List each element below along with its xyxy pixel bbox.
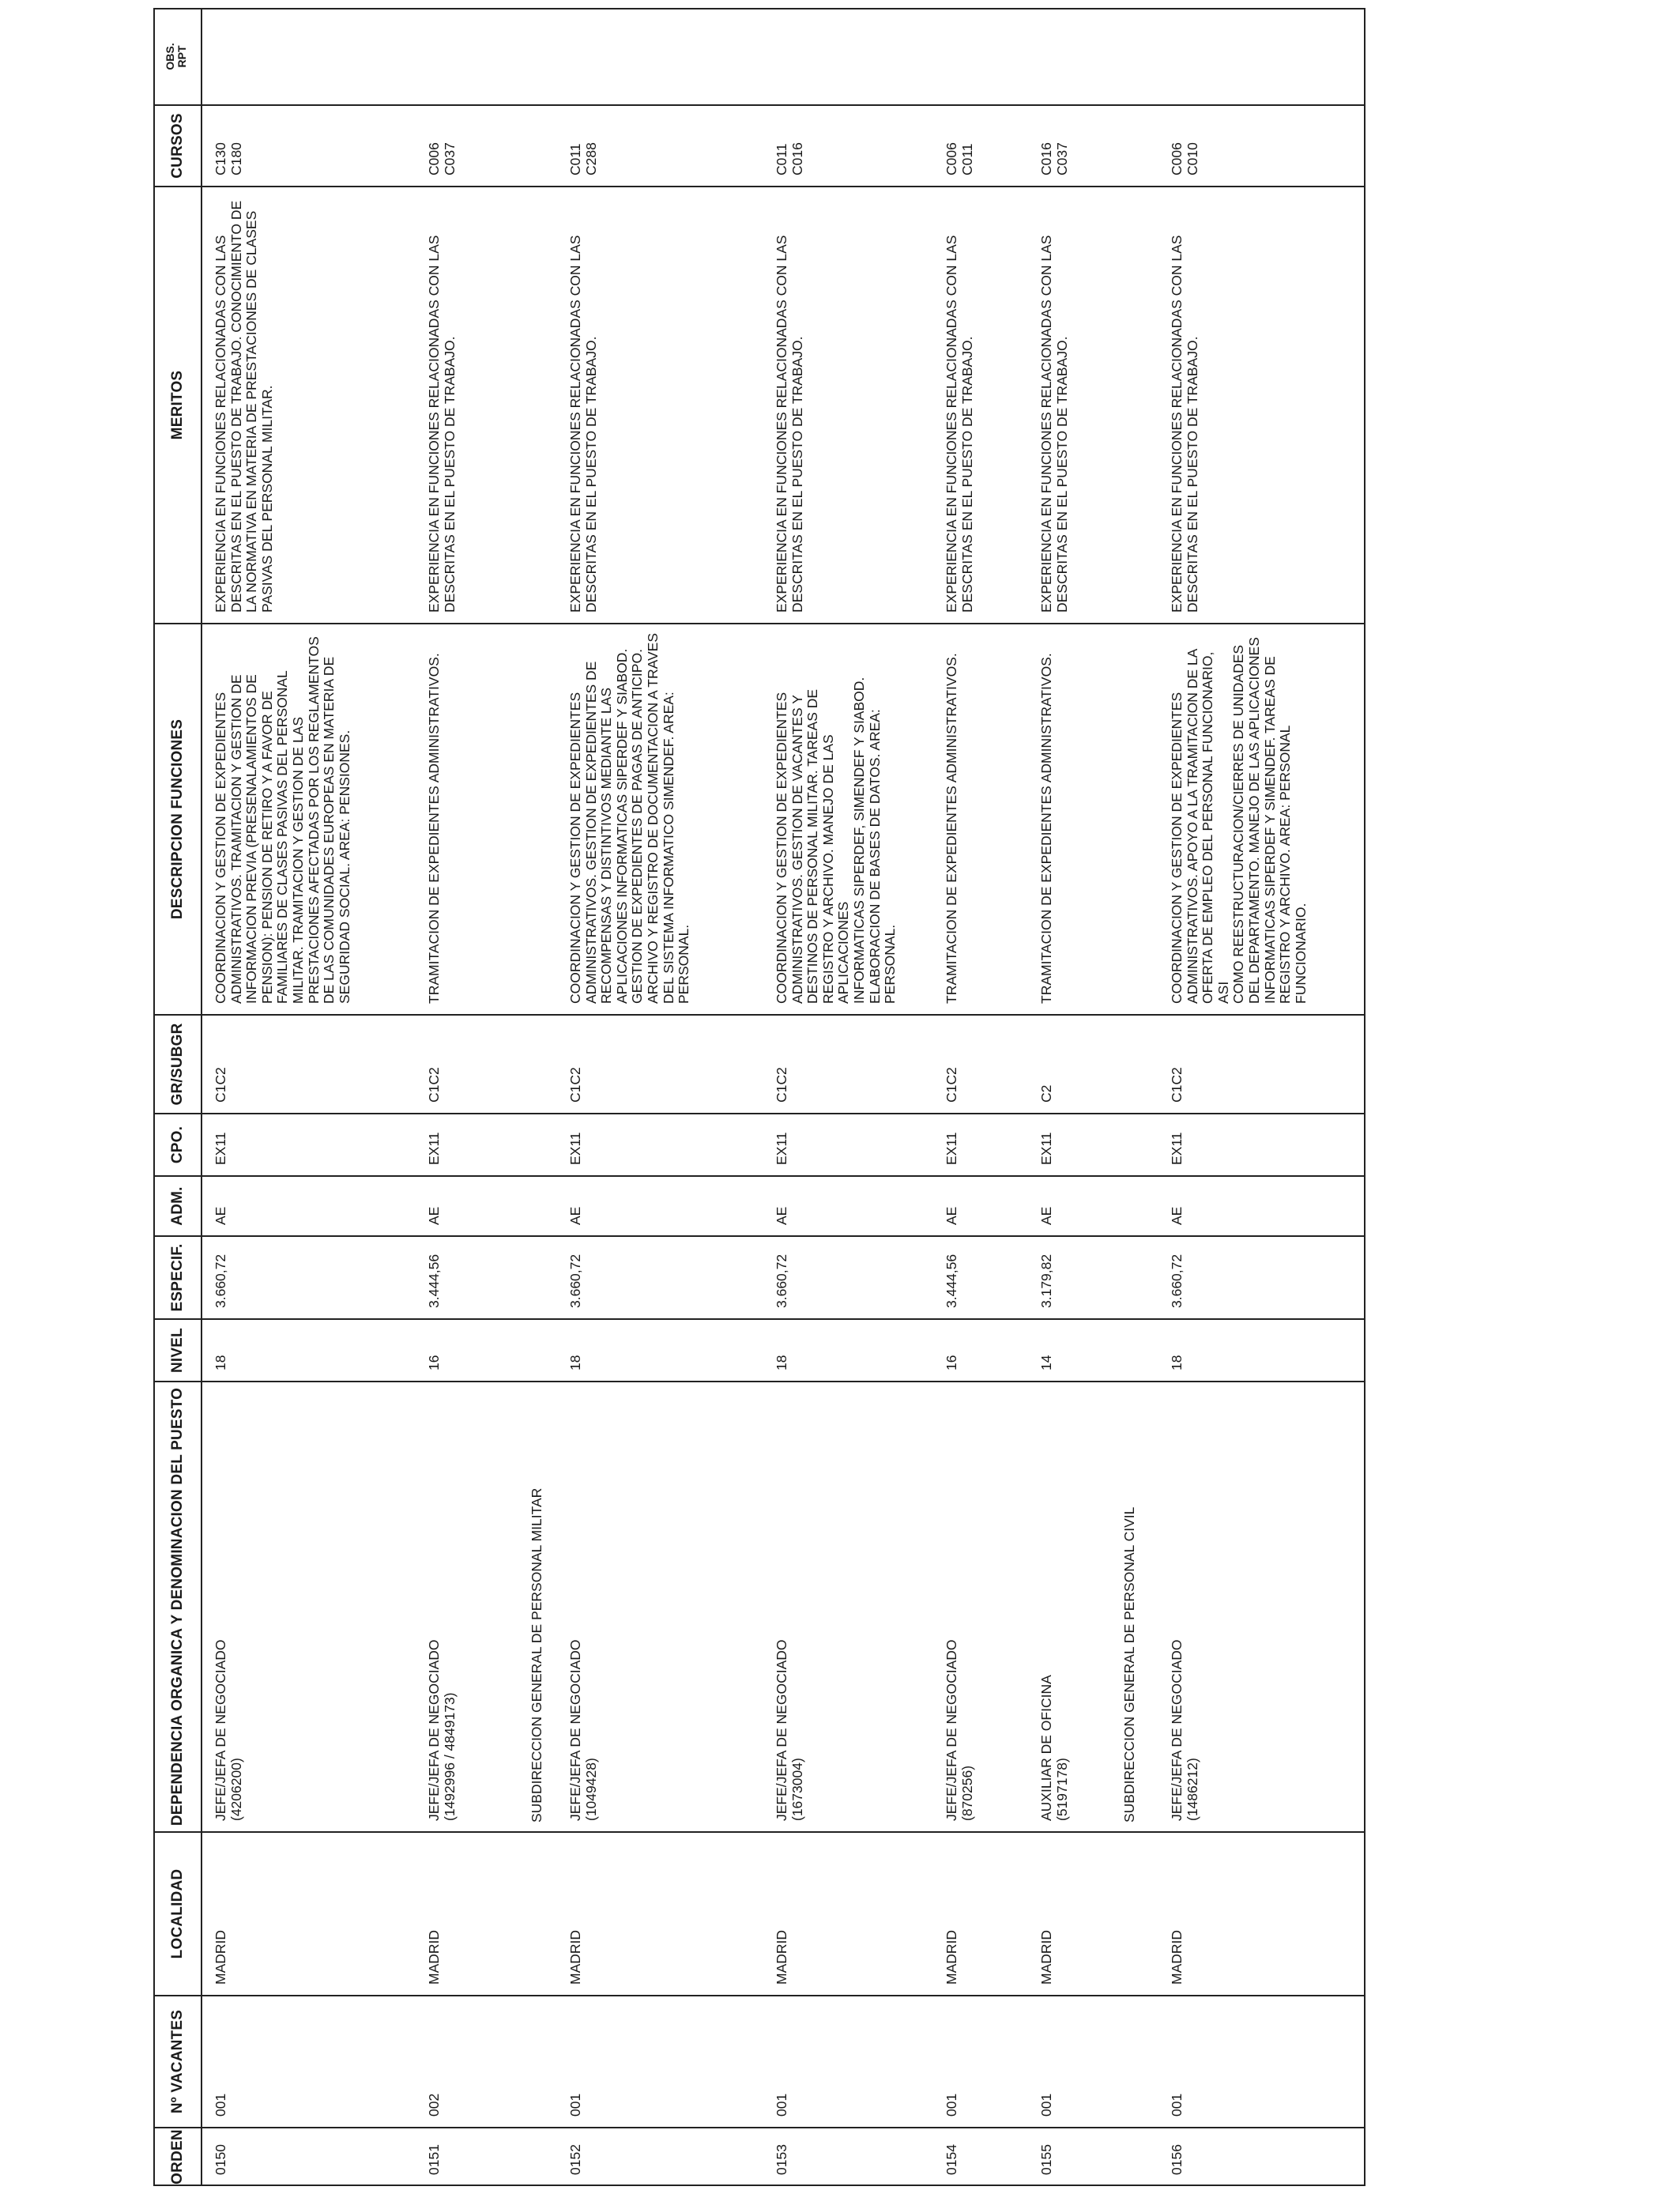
cell-adm: AE — [774, 1206, 789, 1225]
cell-cpo: EX11 — [213, 1132, 228, 1165]
header-funciones: DESCRIPCION FUNCIONES — [169, 718, 186, 920]
cell-especif: 3.660,72 — [567, 1253, 583, 1308]
cell-grsubgr: C2 — [1038, 1084, 1054, 1103]
cell-orden: 0151 — [426, 2144, 442, 2175]
cell-adm: AE — [213, 1206, 228, 1225]
column-divider — [153, 623, 1365, 624]
cell-cpo: EX11 — [1038, 1132, 1054, 1165]
cell-grsubgr: C1C2 — [426, 1067, 442, 1103]
column-divider — [153, 104, 1365, 106]
cell-dependencia: JEFE/JEFA DE NEGOCIADO (870256) — [944, 1639, 975, 1821]
cell-cpo: EX11 — [426, 1132, 442, 1165]
cell-orden: 0156 — [1169, 2144, 1185, 2175]
cell-vacantes: 002 — [426, 2093, 442, 2117]
cell-adm: AE — [1038, 1206, 1054, 1225]
column-divider — [153, 1175, 1365, 1177]
cell-cursos: C006 C010 — [1169, 142, 1200, 175]
section-header: SUBDIRECCION GENERAL DE PERSONAL MILITAR — [529, 1487, 544, 1823]
cell-dependencia: JEFE/JEFA DE NEGOCIADO (1049428) — [567, 1639, 599, 1821]
cell-funciones: TRAMITACION DE EXPEDIENTES ADMINISTRATIVOS. — [1038, 653, 1054, 1004]
cell-localidad: MADRID — [1169, 1929, 1185, 1985]
cell-cursos: C006 C037 — [426, 142, 458, 175]
cell-dependencia: AUXILIAR DE OFICINA (5197178) — [1038, 1675, 1070, 1821]
cell-funciones: COORDINACION Y GESTION DE EXPEDIENTES ADMINISTRATIVOS. GESTION DE EXPEDIENTES DE RECOMPENSAS Y DISTINTIVOS MEDIANTE LAS APLICACIONES INFORMATICAS SIPERDEF Y SIABOD. GESTION DE EXPEDIENTES DE PAGAS DE ANTICIPO. ARCHIVO Y REGISTRO DE DOCUMENTACION A TRAVES DEL SISTEMA INFORMATICO SIMENDEF. AREA: PERSONAL. — [567, 632, 692, 1004]
cell-cpo: EX11 — [567, 1132, 583, 1165]
cell-cursos: C016 C037 — [1038, 142, 1070, 175]
column-divider — [153, 1381, 1365, 1382]
cell-nivel: 16 — [426, 1355, 442, 1370]
cell-funciones: TRAMITACION DE EXPEDIENTES ADMINISTRATIVOS. — [944, 653, 959, 1004]
cell-adm: AE — [567, 1206, 583, 1225]
cell-vacantes: 001 — [774, 2093, 789, 2117]
cell-dependencia: JEFE/JEFA DE NEGOCIADO (1486212) — [1169, 1639, 1200, 1821]
cell-cpo: EX11 — [774, 1132, 789, 1165]
cell-orden: 0153 — [774, 2144, 789, 2175]
cell-nivel: 18 — [567, 1355, 583, 1370]
cell-localidad: MADRID — [213, 1929, 228, 1985]
cell-meritos: EXPERIENCIA EN FUNCIONES RELACIONADAS CON LAS DESCRITAS EN EL PUESTO DE TRABAJO. — [426, 235, 458, 613]
cell-orden: 0152 — [567, 2144, 583, 2175]
cell-localidad: MADRID — [1038, 1929, 1054, 1985]
cell-cursos: C011 C016 — [774, 142, 805, 175]
cell-vacantes: 001 — [567, 2093, 583, 2117]
header-especif: ESPECIF. — [169, 1243, 186, 1312]
column-divider — [153, 1014, 1365, 1016]
cell-especif: 3.444,56 — [944, 1253, 959, 1308]
header-localidad: LOCALIDAD — [169, 1868, 186, 1959]
cell-dependencia: JEFE/JEFA DE NEGOCIADO (1673004) — [774, 1639, 805, 1821]
cell-especif: 3.660,72 — [1169, 1253, 1185, 1308]
cell-meritos: EXPERIENCIA EN FUNCIONES RELACIONADAS CON LAS DESCRITAS EN EL PUESTO DE TRABAJO. CONOCIMIENTO DE LA NORMATIVA EN MATERIA DE PRESTACIONES DE CLASES PASIVAS DEL PERSONAL MILITAR. — [213, 200, 275, 613]
header-adm: ADM. — [169, 1186, 186, 1226]
cell-nivel: 18 — [213, 1355, 228, 1370]
header-separator — [201, 8, 202, 2186]
header-meritos: MERITOS — [169, 370, 186, 440]
header-cpo: CPO. — [169, 1125, 186, 1164]
cell-nivel: 16 — [944, 1355, 959, 1370]
cell-funciones: TRAMITACION DE EXPEDIENTES ADMINISTRATIVOS. — [426, 653, 442, 1004]
column-divider — [153, 2127, 1365, 2128]
cell-localidad: MADRID — [774, 1929, 789, 1985]
cell-cpo: EX11 — [1169, 1132, 1185, 1165]
cell-grsubgr: C1C2 — [944, 1067, 959, 1103]
header-orden: ORDEN — [169, 2129, 186, 2185]
cell-orden: 0150 — [213, 2144, 228, 2175]
cell-funciones: COORDINACION Y GESTION DE EXPEDIENTES ADMINISTRATIVOS. APOYO A LA TRAMITACION DE LA OFERTA DE EMPLEO DEL PERSONAL FUNCIONARIO, ASI COMO REESTRUCTURACION/CIERRES DE UNIDADES DEL DEPARTAMENTO. MANEJO DE LAS APLICACIONES INFORMATICAS SIPERDEF Y SIMENDEF. TAREAS DE REGISTRO Y ARCHIVO. AREA: PERSONAL FUNCIONARIO. — [1169, 637, 1309, 1004]
column-divider — [153, 1995, 1365, 1996]
cell-nivel: 18 — [1169, 1355, 1185, 1370]
cell-meritos: EXPERIENCIA EN FUNCIONES RELACIONADAS CON LAS DESCRITAS EN EL PUESTO DE TRABAJO. — [944, 235, 975, 613]
cell-grsubgr: C1C2 — [567, 1067, 583, 1103]
cell-adm: AE — [1169, 1206, 1185, 1225]
header-nivel: NIVEL — [169, 1328, 186, 1373]
cell-localidad: MADRID — [944, 1929, 959, 1985]
cell-vacantes: 001 — [1169, 2093, 1185, 2117]
cell-meritos: EXPERIENCIA EN FUNCIONES RELACIONADAS CON LAS DESCRITAS EN EL PUESTO DE TRABAJO. — [1038, 235, 1070, 613]
cell-dependencia: JEFE/JEFA DE NEGOCIADO (4206200) — [213, 1639, 244, 1821]
cell-cursos: C130 C180 — [213, 142, 244, 175]
cell-localidad: MADRID — [567, 1929, 583, 1985]
section-header: SUBDIRECCION GENERAL DE PERSONAL CIVIL — [1121, 1506, 1137, 1823]
cell-meritos: EXPERIENCIA EN FUNCIONES RELACIONADAS CON LAS DESCRITAS EN EL PUESTO DE TRABAJO. — [567, 235, 599, 613]
header-vacantes: Nº VACANTES — [169, 2009, 186, 2114]
column-divider — [153, 1831, 1365, 1833]
cell-adm: AE — [426, 1206, 442, 1225]
cell-especif: 3.660,72 — [774, 1253, 789, 1308]
cell-grsubgr: C1C2 — [774, 1067, 789, 1103]
cell-grsubgr: C1C2 — [1169, 1067, 1185, 1103]
header-cursos: CURSOS — [169, 113, 186, 179]
cell-grsubgr: C1C2 — [213, 1067, 228, 1103]
cell-vacantes: 001 — [1038, 2093, 1054, 2117]
cell-nivel: 18 — [774, 1355, 789, 1370]
column-divider — [153, 1318, 1365, 1320]
cell-especif: 3.179,82 — [1038, 1253, 1054, 1308]
cell-vacantes: 001 — [213, 2093, 228, 2117]
column-divider — [153, 186, 1365, 187]
cell-nivel: 14 — [1038, 1355, 1054, 1370]
cell-orden: 0154 — [944, 2144, 959, 2175]
cell-meritos: EXPERIENCIA EN FUNCIONES RELACIONADAS CON LAS DESCRITAS EN EL PUESTO DE TRABAJO. — [1169, 235, 1200, 613]
column-divider — [153, 1113, 1365, 1114]
cell-cursos: C006 C011 — [944, 142, 975, 175]
header-dependencia: DEPENDENCIA ORGANICA Y DENOMINACION DEL PUESTO — [169, 1387, 186, 1826]
cell-orden: 0155 — [1038, 2144, 1054, 2175]
cell-funciones: COORDINACION Y GESTION DE EXPEDIENTES ADMINISTRATIVOS. TRAMITACION Y GESTION DE INFORMACION PREVIA (PRESENALAMIENTOS DE PENSION): PENSION DE RETIRO Y A FAVOR DE FAMILIARES DE CLASES PASIVAS DEL PERSONAL MILITAR. TRAMITACION Y GESTION DE LAS PRESTACIONES AFECTADAS POR LOS REGLAMENTOS DE LAS COMUNIDADES EUROPEAS EN MATERIA DE SEGURIDAD SOCIAL. AREA: PENSIONES. — [213, 636, 352, 1004]
cell-localidad: MADRID — [426, 1929, 442, 1985]
header-obs-rpt: OBS. RPT — [164, 43, 188, 70]
cell-dependencia: JEFE/JEFA DE NEGOCIADO (1492996 / 4849173) — [426, 1639, 458, 1821]
cell-cpo: EX11 — [944, 1132, 959, 1165]
header-grsubgr: GR/SUBGR — [169, 1023, 186, 1106]
cell-meritos: EXPERIENCIA EN FUNCIONES RELACIONADAS CON LAS DESCRITAS EN EL PUESTO DE TRABAJO. — [774, 235, 805, 613]
cell-vacantes: 001 — [944, 2093, 959, 2117]
cell-especif: 3.660,72 — [213, 1253, 228, 1308]
cell-especif: 3.444,56 — [426, 1253, 442, 1308]
column-divider — [153, 1235, 1365, 1237]
cell-cursos: C011 C288 — [567, 142, 599, 175]
cell-funciones: COORDINACION Y GESTION DE EXPEDIENTES ADMINISTRATIVOS. GESTION DE VACANTES Y DESTINOS DE PERSONAL MILITAR. TAREAS DE REGISTRO Y ARCHIVO. MANEJO DE LAS APLICACIONES INFORMATICAS SIPERDEF, SIMENDEF Y SIABOD. ELABORACION DE BASES DE DATOS. AREA: PERSONAL. — [774, 677, 898, 1004]
cell-adm: AE — [944, 1206, 959, 1225]
